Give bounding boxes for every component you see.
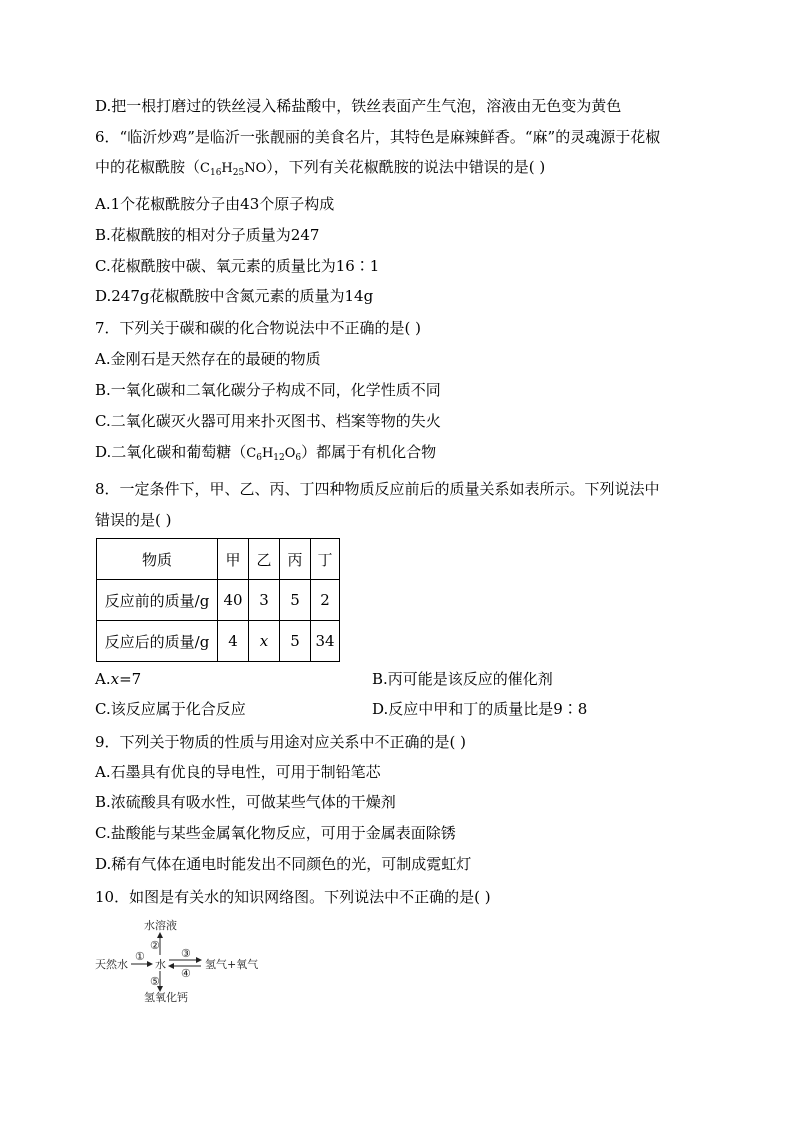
marker-4: ④	[181, 967, 191, 980]
option-7d	[95, 442, 436, 468]
diagram-top-label: 水溶液	[144, 919, 177, 932]
table-cell: 5	[280, 621, 311, 662]
glucose-c-sub: 6	[256, 453, 262, 463]
formula-h-sub: 25	[232, 168, 245, 178]
table-row	[97, 580, 340, 621]
q6-stem-pre: 中的花椒酰胺（	[95, 158, 201, 176]
question-10-stem: 10．如图是有关水的知识网络图。下列说法中不正确的是( )	[95, 888, 491, 906]
question-7-stem: 7．下列关于碳和碳的化合物说法中不正确的是( )	[95, 319, 422, 337]
table-cell: 物质	[97, 539, 218, 580]
table-cell: 40	[218, 580, 249, 621]
mass-table	[96, 538, 340, 662]
diagram-bottom-label: 氢氧化钙	[144, 991, 188, 1004]
option-8c: C.该反应属于化合反应	[95, 700, 246, 718]
marker-5: ⑤	[150, 975, 160, 988]
option-9c: C.盐酸能与某些金属氧化物反应，可用于金属表面除锈	[95, 824, 456, 842]
marker-2: ②	[150, 939, 160, 952]
option-9d: D.稀有气体在通电时能发出不同颜色的光，可制成霓虹灯	[95, 855, 472, 873]
water-network-diagram	[95, 915, 275, 1010]
option-9b: B.浓硫酸具有吸水性，可做某些气体的干燥剂	[95, 793, 396, 811]
marker-3: ③	[181, 947, 191, 960]
glucose-o: O	[284, 446, 296, 461]
option-7b: B.一氧化碳和二氧化碳分子构成不同，化学性质不同	[95, 381, 441, 399]
glucose-formula	[246, 446, 301, 461]
table-cell: 丙	[280, 539, 311, 580]
table-cell: 4	[218, 621, 249, 662]
option-6a: A.1个花椒酰胺分子由43个原子构成	[95, 195, 335, 213]
q7d-pre: D.二氧化碳和葡萄糖（	[95, 443, 247, 461]
q6-stem-post: ），下列有关花椒酰胺的说法中错误的是( )	[266, 158, 546, 176]
q8a-pre: A.	[95, 670, 111, 688]
option-6d: D.247g花椒酰胺中含氮元素的质量为14g	[95, 287, 374, 305]
question-8-stem-line1: 8．一定条件下，甲、乙、丙、丁四种物质反应前后的质量关系如表所示。下列说法中	[95, 480, 660, 498]
table-cell: 3	[249, 580, 280, 621]
q7d-post: ）都属于有机化合物	[301, 443, 437, 461]
option-9a: A.石墨具有优良的导电性，可用于制铅笔芯	[95, 763, 381, 781]
table-cell: 反应前的质量/g	[97, 580, 218, 621]
glucose-h: H	[261, 446, 274, 461]
glucose-h-sub: 12	[273, 453, 285, 463]
option-7c: C.二氧化碳灭火器可用来扑灭图书、档案等物的失火	[95, 412, 441, 430]
table-row	[97, 621, 340, 662]
option-7a: A.金刚石是天然存在的最硬的物质	[95, 350, 321, 368]
q8a-post: =7	[119, 670, 142, 688]
diagram-left-label: 天然水	[95, 958, 128, 971]
question-8-stem-line2: 错误的是( )	[95, 511, 172, 529]
formula-h: H	[221, 161, 233, 176]
marker-1: ①	[135, 950, 145, 963]
glucose-c: C	[246, 446, 257, 461]
option-8b: B.丙可能是该反应的催化剂	[372, 670, 553, 688]
formula-c: C	[200, 161, 210, 176]
q8a-var: x	[110, 670, 120, 688]
table-header-row	[97, 539, 340, 580]
option-8a	[95, 669, 141, 689]
table-cell: 乙	[249, 539, 280, 580]
diagram-right-label: 氢气+氧气	[205, 958, 259, 971]
table-cell: 甲	[218, 539, 249, 580]
table-cell: 34	[311, 621, 340, 662]
question-9-stem: 9．下列关于物质的性质与用途对应关系中不正确的是( )	[95, 733, 467, 751]
table-cell: 丁	[311, 539, 340, 580]
formula-c-sub: 16	[209, 168, 222, 178]
question-6-stem-line2	[95, 157, 545, 183]
option-6c: C.花椒酰胺中碳、氧元素的质量比为16∶1	[95, 257, 380, 275]
question-6-stem-line1: 6．“临沂炒鸡”是临沂一张靓丽的美食名片，其特色是麻辣鲜香。“麻”的灵魂源于花椒	[95, 128, 661, 146]
option-6b: B.花椒酰胺的相对分子质量为247	[95, 226, 320, 244]
q6-formula	[200, 161, 266, 176]
table-cell: 5	[280, 580, 311, 621]
table-cell: 反应后的质量/g	[97, 621, 218, 662]
formula-rest: NO	[244, 161, 267, 176]
table-cell: 2	[311, 580, 340, 621]
glucose-o-sub: 6	[295, 453, 302, 463]
option-5d: D.把一根打磨过的铁丝浸入稀盐酸中，铁丝表面产生气泡，溶液由无色变为黄色	[95, 97, 622, 115]
option-8d: D.反应中甲和丁的质量比是9∶8	[372, 700, 588, 718]
diagram-center-label: 水	[155, 958, 166, 971]
table-cell: x	[249, 621, 280, 662]
